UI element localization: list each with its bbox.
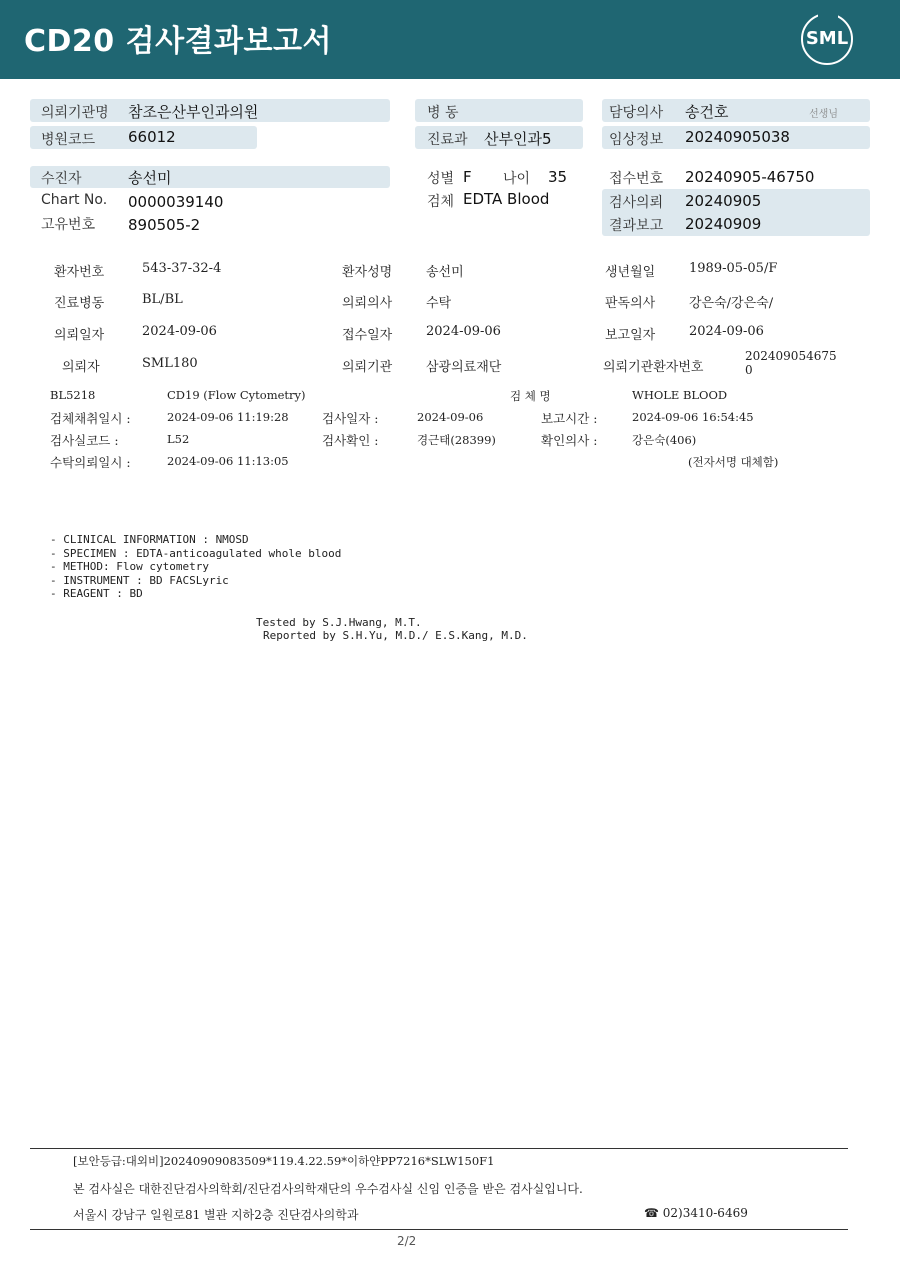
confirm-label: 검사확인 : xyxy=(322,433,379,448)
req-doc-label: 의뢰의사 xyxy=(342,296,393,311)
note-line: - SPECIMEN : EDTA-anticoagulated whole blood xyxy=(50,546,342,560)
ward2-value: BL/BL xyxy=(142,292,183,307)
reported-by: Reported by S.H.Yu, M.D./ E.S.Kang, M.D. xyxy=(263,629,528,642)
consign-value: 2024-09-06 11:13:05 xyxy=(167,454,289,468)
doctor-value: 송건호 xyxy=(685,103,729,121)
req-inst-value: 삼광의료재단 xyxy=(426,360,502,375)
dob-label: 생년월일 xyxy=(605,265,656,280)
report-label: 결과보고 xyxy=(609,218,664,234)
uid-value: 890505-2 xyxy=(128,216,201,234)
specimen-name-value: WHOLE BLOOD xyxy=(632,388,728,402)
dept-label: 진료과 xyxy=(427,132,468,148)
patient-box xyxy=(30,166,390,188)
chart-label: Chart No. xyxy=(41,192,108,208)
specimen-value: EDTA Blood xyxy=(463,190,550,208)
recv-date-value: 2024-09-06 xyxy=(426,324,501,339)
rep-date-label: 보고일자 xyxy=(605,328,656,343)
logo-ring-gap xyxy=(818,10,838,18)
exam-date-label: 검사일자 : xyxy=(322,411,379,426)
footer-bottom-rule xyxy=(30,1229,848,1230)
patient-value: 송선미 xyxy=(128,169,172,187)
note-line: - METHOD: Flow cytometry xyxy=(50,560,209,574)
req-inst-label: 의뢰기관 xyxy=(342,360,393,375)
test-name: CD19 (Flow Cytometry) xyxy=(167,388,306,402)
page-number: 2/2 xyxy=(397,1234,417,1248)
footer-top-rule xyxy=(30,1148,848,1149)
report-title: CD20 검사결과보고서 xyxy=(24,24,332,59)
exam-date-value: 2024-09-06 xyxy=(417,410,484,424)
clinic-label: 임상정보 xyxy=(609,132,664,148)
recv-value: 20240905-46750 xyxy=(685,168,815,186)
uid-label: 고유번호 xyxy=(41,217,96,233)
rep-date-value: 2024-09-06 xyxy=(689,324,764,339)
notes-block xyxy=(50,533,341,601)
address-line: 서울시 강남구 일원로81 별관 지하2층 진단검사의학과 xyxy=(73,1208,359,1222)
read-doc-label: 판독의사 xyxy=(605,296,656,311)
age-label: 나이 xyxy=(503,171,531,187)
patient-label: 수진자 xyxy=(41,171,82,187)
requester-value: SML180 xyxy=(142,356,198,371)
pt-no-value: 543-37-32-4 xyxy=(142,261,222,276)
code-label: 병원코드 xyxy=(41,132,96,148)
chart-value: 0000039140 xyxy=(128,193,224,211)
collect-label: 검체채취일시 : xyxy=(50,411,131,426)
req-label: 검사의뢰 xyxy=(609,195,664,211)
doctor-label: 담당의사 xyxy=(609,105,664,121)
dept-value: 산부인과5 xyxy=(484,130,552,148)
req-value: 20240905 xyxy=(685,192,762,210)
requester-label: 의뢰자 xyxy=(62,360,100,375)
pt-name-value: 송선미 xyxy=(426,265,464,280)
report-time-value: 2024-09-06 16:54:45 xyxy=(632,410,754,424)
logo-text: SML xyxy=(805,28,849,49)
inst-label: 의뢰기관명 xyxy=(41,105,109,121)
req-inst-pt-value-2: 0 xyxy=(745,363,753,377)
sex-label: 성별 xyxy=(427,171,455,187)
confirm-doc-label: 확인의사 : xyxy=(541,433,598,448)
cert-line: 본 검사실은 대한진단검사의학회/진단검사의학재단의 우수검사실 신임 인증을 받은 검사실입니다. xyxy=(73,1182,583,1196)
tested-by: Tested by S.J.Hwang, M.T. xyxy=(256,616,422,629)
collect-value: 2024-09-06 11:19:28 xyxy=(167,410,289,424)
test-code: BL5218 xyxy=(50,388,96,402)
esign-note: (전자서명 대체함) xyxy=(688,455,779,469)
note-line: - CLINICAL INFORMATION : NMOSD xyxy=(50,533,249,546)
req-date-value: 2024-09-06 xyxy=(142,324,217,339)
clinic-value: 20240905038 xyxy=(685,128,790,146)
age-value: 35 xyxy=(548,168,568,186)
req-date-label: 의뢰일자 xyxy=(54,328,105,343)
recv-date-label: 접수일자 xyxy=(342,328,393,343)
sex-value: F xyxy=(463,168,472,186)
confirm-doc-value: 강은숙(406) xyxy=(632,433,697,447)
code-value: 66012 xyxy=(128,128,176,146)
ward2-label: 진료병동 xyxy=(54,296,105,311)
ward-label: 병 동 xyxy=(427,105,459,121)
pt-name-label: 환자성명 xyxy=(342,265,393,280)
lab-code-value: L52 xyxy=(167,432,190,446)
confirm-value: 경근태(28399) xyxy=(417,433,496,447)
report-header xyxy=(0,0,900,79)
security-line: [보안등급:대외비]20240909083509*119.4.22.59*이하얀PP7216*SLW150F1 xyxy=(73,1154,495,1168)
doctor-suffix: 선생님 xyxy=(809,109,838,120)
inst-value: 참조은산부인과의원 xyxy=(128,103,259,121)
sml-logo xyxy=(801,13,853,65)
note-line: - REAGENT : BD xyxy=(50,587,143,601)
req-inst-pt-value-1: 202409054675 xyxy=(745,349,837,363)
specimen-label: 검체 xyxy=(427,194,455,210)
report-time-label: 보고시간 : xyxy=(541,411,598,426)
pt-no-label: 환자번호 xyxy=(54,265,105,280)
report-value: 20240909 xyxy=(685,215,762,233)
consign-label: 수탁의뢰일시 : xyxy=(50,455,131,470)
req-inst-pt-label: 의뢰기관환자번호 xyxy=(603,360,704,375)
recv-label: 접수번호 xyxy=(609,171,664,187)
phone-line: ☎ 02)3410-6469 xyxy=(644,1206,748,1220)
read-doc-value: 강은숙/강은숙/ xyxy=(689,296,774,311)
dob-value: 1989-05-05/F xyxy=(689,261,778,276)
note-line: - INSTRUMENT : BD FACSLyric xyxy=(50,573,229,587)
specimen-name-label: 검 체 명 xyxy=(510,389,551,403)
lab-code-label: 검사실코드 : xyxy=(50,433,119,448)
req-doc-value: 수탁 xyxy=(426,296,452,311)
